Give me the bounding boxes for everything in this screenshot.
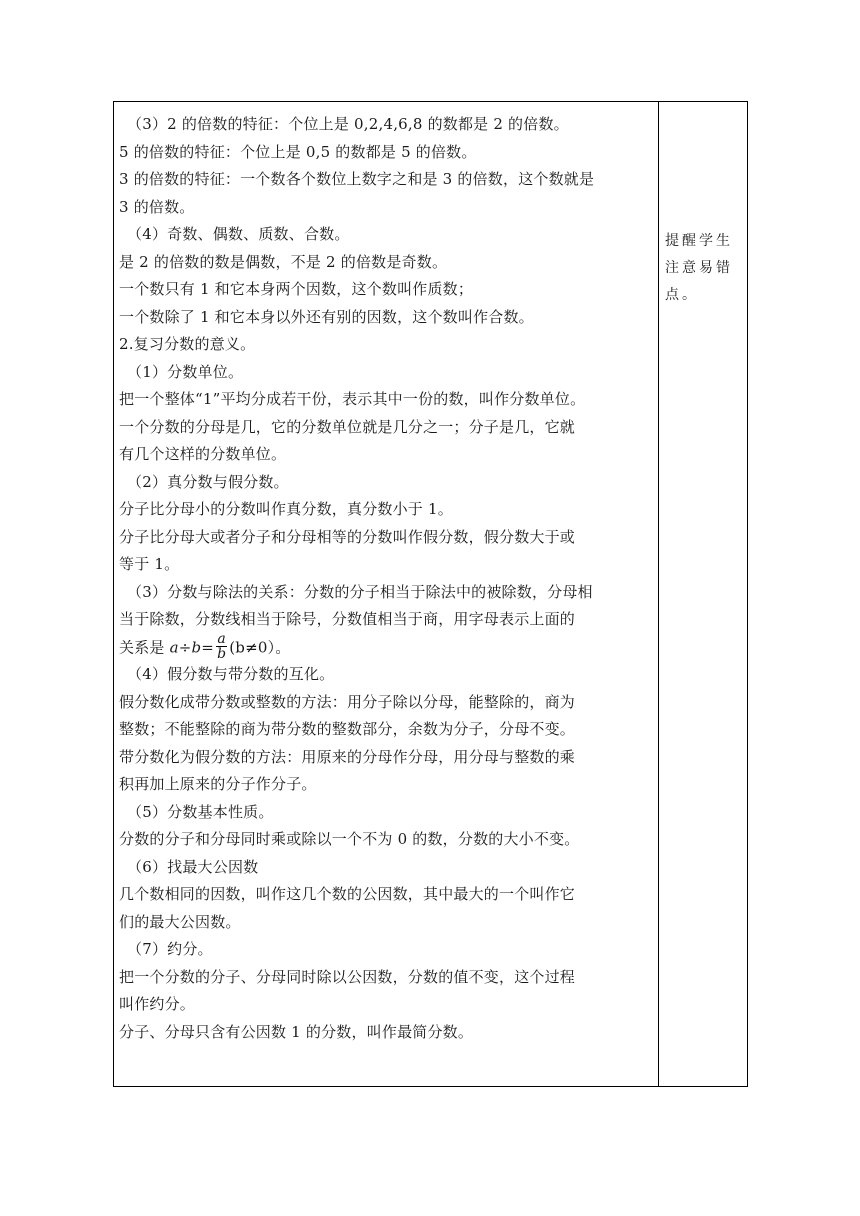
text-line: 当于除数，分数线相当于除号，分数值相当于商，用字母表示上面的 <box>119 610 576 628</box>
text-line: （3）2 的倍数的特征：个位上是 0,2,4,6,8 的数都是 2 的倍数。 <box>127 115 569 133</box>
text-line: 积再加上原来的分子作分子。 <box>119 775 317 793</box>
text-line: 把一个分数的分子、分母同时除以公因数，分数的值不变，这个过程 <box>119 967 576 986</box>
text-line: 分数的分子和分母同时乘或除以一个不为 0 的数，分数的大小不变。 <box>119 830 580 848</box>
text-line: 等于 1。 <box>119 555 180 573</box>
text-line: 5 的倍数的特征：个位上是 0,5 的数都是 5 的倍数。 <box>119 142 477 161</box>
text-line: 几个数相同的因数，叫作这几个数的公因数，其中最大的一个叫作它 <box>119 885 576 903</box>
side-note-line: 注意易错 <box>665 260 733 276</box>
formula-line <box>119 630 651 662</box>
text-line: （4）奇数、偶数、质数、合数。 <box>127 225 350 243</box>
text-line: （2）真分数与假分数。 <box>127 472 289 491</box>
text-line: 们的最大公因数。 <box>119 912 241 931</box>
text-line: 分子比分母小的分数叫作真分数，真分数小于 1。 <box>119 500 453 518</box>
text-line: 一个数除了 1 和它本身以外还有别的因数，这个数叫作合数。 <box>119 307 534 326</box>
side-note-line: 提醒学生 <box>665 233 733 249</box>
text-line: 是 2 的倍数的数是偶数，不是 2 的倍数是奇数。 <box>119 252 448 271</box>
fraction <box>216 632 227 661</box>
formula-expression: a÷b= <box>169 638 215 656</box>
text-line: 一个分数的分母是几，它的分数单位就是几分之一；分子是几，它就 <box>119 417 576 436</box>
lesson-table <box>113 101 748 1087</box>
text-line: （4）假分数与带分数的互化。 <box>127 665 335 683</box>
text-line: 分子比分母大或者分子和分母相等的分数叫作假分数，假分数大于或 <box>119 527 576 546</box>
text-line: 假分数化成带分数或整数的方法：用分子除以分母，能整除的，商为 <box>119 692 576 711</box>
content-cell <box>119 111 651 1046</box>
formula-prefix: 关系是 <box>119 638 170 656</box>
text-line: 把一个整体“1”平均分成若干份，表示其中一份的数，叫作分数单位。 <box>119 390 586 408</box>
text-line: 带分数化为假分数的方法：用原来的分母作分母，用分母与整数的乘 <box>119 747 576 766</box>
text-line: （7）约分。 <box>127 940 213 958</box>
text-line: 3 的倍数的特征：一个数各个数位上数字之和是 3 的倍数，这个数就是 <box>119 170 595 188</box>
fraction-numerator: a <box>217 630 226 647</box>
text-line: 有几个这样的分数单位。 <box>119 445 287 463</box>
side-note-cell <box>665 228 745 309</box>
text-line: （1）分数单位。 <box>127 362 244 381</box>
text-line: 整数；不能整除的商为带分数的整数部分，余数为分子，分母不变。 <box>119 720 576 738</box>
section-heading: 2.复习分数的意义。 <box>119 335 256 353</box>
fraction-denominator: b <box>217 645 227 662</box>
text-line: 一个数只有 1 和它本身两个因数，这个数叫作质数； <box>119 280 474 298</box>
text-line: （3）分数与除法的关系：分数的分子相当于除法中的被除数，分母相 <box>127 582 593 601</box>
text-line: 叫作约分。 <box>119 995 196 1013</box>
text-line: （6）找最大公因数 <box>127 857 259 876</box>
text-line: 分子、分母只含有公因数 1 的分数，叫作最简分数。 <box>119 1022 474 1041</box>
side-note-line: 点。 <box>665 287 699 303</box>
text-line: 3 的倍数。 <box>119 197 195 216</box>
formula-suffix: (b≠0）。 <box>229 638 291 656</box>
column-divider <box>658 102 659 1086</box>
text-line: （5）分数基本性质。 <box>127 802 274 821</box>
